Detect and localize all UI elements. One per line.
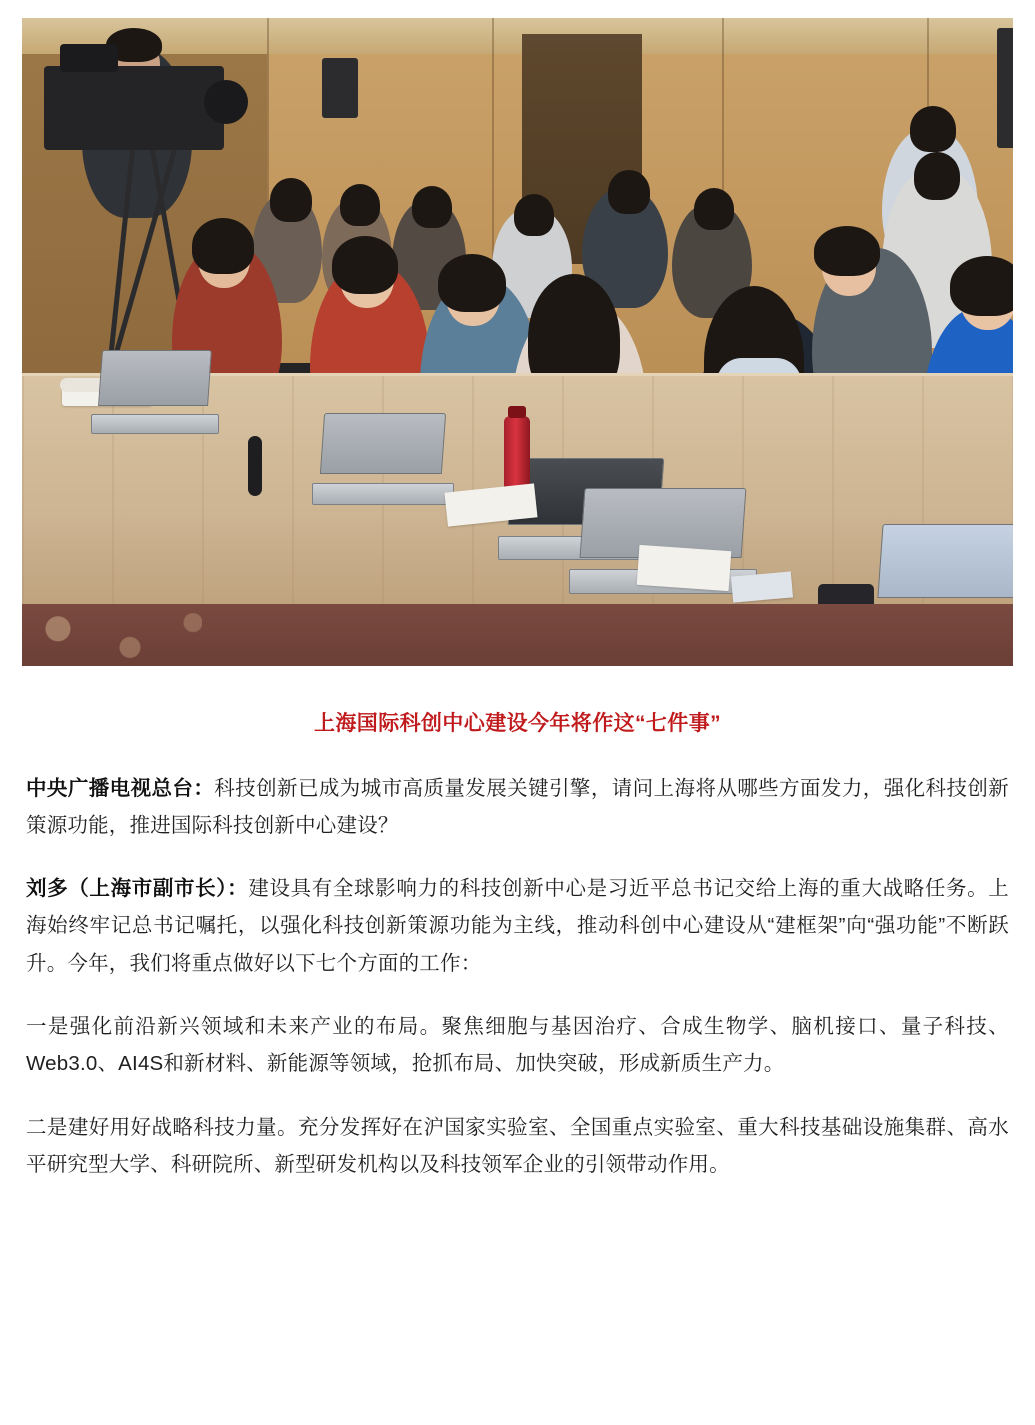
- floor: [22, 604, 1013, 666]
- laptop-keyboard: [312, 483, 453, 505]
- article-hero-photo: [22, 18, 1013, 666]
- paper-sheet: [731, 571, 793, 602]
- article-body: [0, 666, 1035, 1249]
- reporter-hair: [438, 254, 506, 312]
- laptop-screen: [98, 350, 212, 406]
- reporter-hair: [814, 226, 880, 276]
- speaker-icon: [322, 58, 358, 118]
- attendee-hair: [340, 184, 380, 226]
- laptop-screen: [877, 524, 1013, 598]
- attendee-hair: [914, 152, 960, 200]
- photo-scene: [22, 18, 1013, 666]
- reporter-hair: [332, 236, 398, 294]
- article-paragraph: [26, 870, 1009, 982]
- attendee-hair: [608, 170, 650, 214]
- ceiling-band: [22, 18, 1013, 54]
- article-paragraph: [26, 1109, 1009, 1184]
- article-page: [0, 18, 1035, 1249]
- paragraph-text: 建设具有全球影响力的科技创新中心是习近平总书记交给上海的重大战略任务。上海始终牢记总书记嘱托，以强化科技创新策源功能为主线，推动科创中心建设从“建框架”向“强功能”不断跃升。今年，我们将重点做好以下七个方面的工作：: [26, 877, 1010, 975]
- laptop: [322, 413, 442, 505]
- reporter-hair: [950, 256, 1013, 316]
- laptop: [100, 350, 208, 434]
- paragraph-speaker-label: 刘多（上海市副市长）：: [26, 877, 249, 901]
- speaker-icon: [997, 28, 1013, 148]
- article-headline: 上海国际科创中心建设今年将作这“七件事”: [314, 712, 721, 735]
- reporter-hair: [192, 218, 254, 274]
- attendee-hair: [514, 194, 554, 236]
- paragraph-text: 一是强化前沿新兴领域和未来产业的布局。聚焦细胞与基因治疗、合成生物学、脑机接口、量子科技、Web3.0、AI4S和新材料、新能源等领域，抢抓布局、加快突破，形成新质生产力。: [26, 1014, 1009, 1076]
- article-paragraph: [26, 770, 1009, 845]
- paragraph-speaker-label: 中央广播电视总台：: [26, 776, 215, 800]
- article-paragraph: [26, 1008, 1009, 1083]
- attendee-hair: [910, 106, 956, 152]
- camera-lens-icon: [204, 80, 248, 124]
- attendee-hair: [412, 186, 452, 228]
- paragraph-text: 科技创新已成为城市高质量发展关键引擎，请问上海将从哪些方面发力，强化科技创新策源功能，推进国际科技创新中心建设？: [26, 776, 1009, 837]
- attendee-hair: [694, 188, 734, 230]
- tv-camera: [44, 66, 224, 150]
- notebook: [637, 545, 732, 591]
- attendee-hair: [270, 178, 312, 222]
- paragraph-text: 二是建好用好战略科技力量。充分发挥好在沪国家实验室、全国重点实验室、重大科技基础设施集群、高水平研究型大学、科研院所、新型研发机构以及科技领军企业的引领带动作用。: [26, 1115, 1009, 1176]
- handheld-microphone: [248, 436, 262, 496]
- laptop-screen: [320, 413, 446, 474]
- camera-viewfinder: [60, 44, 118, 72]
- laptop-keyboard: [91, 414, 218, 434]
- carpet-pattern: [22, 604, 202, 666]
